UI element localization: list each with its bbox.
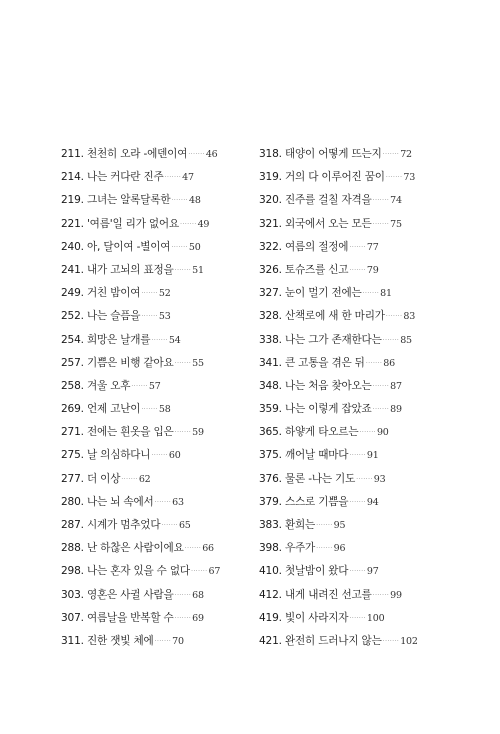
toc-entry (259, 632, 449, 655)
entry-number: 219. (61, 194, 84, 207)
toc-entry (61, 191, 251, 214)
entry-title: 완전히 드러나지 않는 (284, 634, 382, 647)
toc-entry (259, 493, 449, 516)
toc-column-left (61, 145, 251, 655)
entry-title: 나는 이렇게 잡았죠 (284, 403, 372, 416)
leader-dots: ······· (151, 451, 168, 460)
entry-page: 62 (138, 473, 151, 485)
entry-page: 79 (366, 264, 379, 276)
leader-dots: ······· (372, 590, 390, 599)
leader-dots: ······· (154, 636, 172, 645)
toc-entry (259, 238, 449, 261)
toc-entry (61, 539, 251, 562)
entry-title: 나는 처음 찾아오는 (284, 379, 372, 392)
entry-number: 275. (61, 449, 84, 462)
entry-number: 376. (259, 472, 282, 485)
entry-page: 91 (366, 450, 379, 462)
entry-title: 환희는 (284, 519, 316, 531)
leader-dots: ······· (382, 636, 400, 645)
entry-page: 47 (182, 172, 194, 184)
entry-page: 102 (400, 635, 418, 647)
entry-number: 421. (259, 634, 282, 647)
entry-page: 65 (178, 520, 191, 531)
entry-title: 아, 달이여 -별이여 (86, 240, 171, 253)
leader-dots: ······· (372, 405, 390, 414)
toc-entry (259, 261, 449, 284)
toc-entry (259, 284, 449, 307)
leader-dots: ······· (161, 521, 178, 529)
entry-number: 249. (61, 287, 84, 300)
entry-title: 눈이 멀기 전에는 (284, 287, 362, 300)
entry-number: 419. (259, 611, 282, 624)
toc-entry (61, 470, 251, 493)
entry-title: 희망은 날개를 (86, 333, 151, 346)
entry-number: 410. (259, 565, 282, 578)
entry-number: 412. (259, 588, 282, 601)
entry-title: 물론 -나는 기도 (284, 472, 356, 485)
entry-title: '여름'일 리가 없어요 (86, 217, 179, 230)
entry-page: 87 (390, 380, 402, 392)
entry-page: 69 (192, 612, 204, 624)
toc-entry (61, 400, 251, 423)
leader-dots: ······· (141, 289, 158, 298)
entry-title: 시계가 멈추었다 (86, 519, 161, 531)
entry-page: 75 (390, 218, 402, 230)
entry-number: 326. (259, 263, 282, 276)
entry-number: 359. (259, 403, 282, 416)
entry-page: 57 (148, 380, 161, 392)
entry-number: 383. (259, 519, 282, 531)
leader-dots: ······· (356, 474, 373, 483)
leader-dots: ······· (349, 497, 366, 506)
leader-dots: ······· (372, 219, 390, 228)
entry-title: 난 하찮은 사람이에요 (86, 542, 184, 555)
entry-page: 48 (188, 195, 201, 207)
entry-title: 진주를 걸칠 자격을 (284, 194, 372, 207)
toc-entry (61, 238, 251, 261)
entry-number: 320. (259, 194, 282, 207)
entry-title: 천천히 오라 -에덴이여 (86, 148, 188, 160)
toc-entry (259, 423, 449, 446)
entry-page: 96 (333, 543, 346, 555)
toc-entry (61, 331, 251, 354)
entry-number: 319. (259, 171, 282, 184)
entry-page: 49 (197, 218, 210, 230)
entry-title: 내가 고뇌의 표정을 (86, 263, 174, 276)
leader-dots: ······· (349, 265, 366, 274)
toc-entry (259, 516, 449, 539)
entry-number: 240. (61, 240, 84, 253)
toc-entry (61, 377, 251, 400)
toc-entry (259, 539, 449, 562)
entry-title: 나는 뇌 속에서 (86, 495, 154, 508)
leader-dots: ······· (131, 381, 148, 390)
entry-title: 거친 밤이여 (86, 287, 141, 300)
entry-number: 375. (259, 449, 282, 462)
toc-entry (61, 586, 251, 609)
entry-number: 348. (259, 379, 282, 392)
entry-number: 288. (61, 542, 84, 555)
entry-number: 214. (61, 171, 84, 184)
entry-title: 외국에서 오는 모든 (284, 217, 372, 230)
toc-entry (259, 307, 449, 330)
leader-dots: ······· (141, 405, 158, 414)
toc-entry (61, 215, 251, 238)
toc-entry (259, 331, 449, 354)
entry-page: 53 (158, 311, 171, 323)
entry-title: 우주가 (284, 542, 316, 555)
toc-entry (259, 145, 449, 168)
leader-dots: ······· (372, 196, 390, 205)
toc-entry (61, 609, 251, 632)
entry-number: 321. (259, 217, 282, 230)
entry-number: 254. (61, 333, 84, 346)
entry-title: 그녀는 알록달록한 (86, 194, 171, 207)
entry-page: 46 (205, 149, 218, 160)
toc-entry (259, 609, 449, 632)
entry-page: 81 (380, 288, 392, 300)
leader-dots: ······· (184, 544, 202, 553)
leader-dots: ······· (151, 335, 168, 344)
entry-page: 74 (390, 195, 402, 207)
entry-title: 거의 다 이루어진 꿈이 (284, 171, 385, 184)
leader-dots: ······· (372, 381, 390, 390)
leader-dots: ······· (174, 613, 192, 622)
entry-title: 깨어날 때마다 (284, 449, 349, 462)
entry-number: 398. (259, 542, 282, 555)
toc-entry (259, 191, 449, 214)
toc-entry (61, 284, 251, 307)
entry-page: 59 (192, 427, 204, 439)
entry-page: 100 (366, 612, 385, 624)
entry-title: 진한 잿빛 체에 (86, 634, 154, 647)
leader-dots: ······· (141, 312, 158, 321)
entry-page: 52 (158, 288, 171, 300)
entry-title: 여름날을 반복할 수 (86, 611, 174, 624)
entry-page: 99 (390, 589, 402, 601)
entry-number: 307. (61, 611, 84, 624)
leader-dots: ······· (385, 173, 403, 182)
entry-number: 241. (61, 263, 84, 276)
toc-entry (61, 423, 251, 446)
entry-page: 72 (400, 149, 412, 160)
entry-page: 73 (403, 172, 416, 184)
entry-title: 여름의 절정에 (284, 240, 349, 253)
entry-title: 겨울 오후 (86, 379, 131, 392)
entry-page: 58 (158, 404, 171, 416)
leader-dots: ······· (174, 428, 192, 437)
entry-number: 269. (61, 403, 84, 416)
leader-dots: ······· (164, 173, 182, 182)
entry-title: 날 의심하다니 (86, 449, 151, 462)
toc-entry (259, 377, 449, 400)
entry-page: 55 (192, 357, 204, 369)
entry-title: 하얗게 타오르는 (284, 426, 359, 439)
entry-number: 311. (61, 634, 84, 647)
entry-page: 54 (168, 334, 181, 346)
leader-dots: ······· (359, 428, 376, 437)
entry-number: 328. (259, 310, 282, 323)
entry-number: 303. (61, 588, 84, 601)
leader-dots: ······· (382, 150, 400, 158)
toc-entry (61, 354, 251, 377)
entry-number: 258. (61, 379, 84, 392)
toc-entry (61, 516, 251, 539)
entry-number: 365. (259, 426, 282, 439)
toc-entry (61, 446, 251, 469)
toc-entry (61, 307, 251, 330)
entry-title: 영혼은 사귈 사람을 (86, 588, 174, 601)
entry-number: 322. (259, 240, 282, 253)
entry-page: 89 (390, 404, 402, 416)
leader-dots: ······· (171, 242, 188, 251)
entry-title: 스스로 기쁨을 (284, 495, 349, 508)
toc-entry (259, 470, 449, 493)
entry-title: 큰 고통을 겪은 뒤 (284, 356, 365, 369)
entry-number: 252. (61, 310, 84, 323)
leader-dots: ······· (385, 312, 403, 321)
entry-page: 94 (366, 496, 379, 508)
entry-number: 298. (61, 565, 84, 578)
entry-page: 70 (172, 635, 184, 647)
entry-number: 271. (61, 426, 84, 439)
leader-dots: ······· (349, 242, 366, 251)
leader-dots: ······· (349, 567, 366, 576)
toc-entry (61, 632, 251, 655)
entry-title: 나는 혼자 있을 수 없다 (86, 565, 190, 578)
entry-number: 338. (259, 333, 282, 346)
toc-entry (259, 400, 449, 423)
leader-dots: ······· (349, 451, 366, 460)
entry-title: 토슈즈를 신고 (284, 263, 349, 276)
leader-dots: ······· (174, 265, 192, 274)
entry-title: 첫날밤이 왔다 (284, 565, 349, 578)
entry-page: 90 (376, 427, 389, 439)
entry-page: 67 (208, 566, 221, 578)
leader-dots: ······· (121, 474, 138, 483)
leader-dots: ······· (349, 613, 366, 622)
entry-page: 86 (383, 357, 395, 369)
leader-dots: ······· (316, 544, 333, 553)
entry-number: 327. (259, 287, 282, 300)
entry-title: 더 이상 (86, 472, 121, 485)
leader-dots: ······· (316, 521, 333, 529)
entry-number: 287. (61, 519, 84, 531)
toc-entry (259, 562, 449, 585)
leader-dots: ······· (171, 196, 188, 205)
entry-page: 95 (333, 520, 346, 531)
leader-dots: ······· (382, 335, 400, 344)
leader-dots: ······· (190, 567, 208, 576)
entry-title: 산책로에 새 한 마리가 (284, 310, 385, 323)
toc-entry (61, 493, 251, 516)
leader-dots: ······· (174, 590, 192, 599)
entry-page: 93 (373, 473, 386, 485)
entry-title: 전에는 흰옷을 입은 (86, 426, 174, 439)
toc-entry (259, 586, 449, 609)
entry-page: 68 (192, 589, 204, 601)
entry-title: 태양이 어떻게 뜨는지 (284, 148, 382, 160)
entry-title: 기쁨은 비행 같아요 (86, 356, 174, 369)
entry-number: 257. (61, 356, 84, 369)
toc-entry (61, 145, 251, 168)
leader-dots: ······· (174, 358, 192, 367)
entry-title: 빛이 사라지자 (284, 611, 349, 624)
toc-entry (259, 354, 449, 377)
entry-number: 318. (259, 148, 282, 160)
entry-number: 280. (61, 495, 84, 508)
entry-page: 51 (192, 264, 204, 276)
leader-dots: ······· (180, 219, 197, 228)
entry-page: 85 (400, 334, 412, 346)
entry-page: 83 (403, 311, 416, 323)
entry-page: 77 (366, 241, 379, 253)
entry-page: 50 (188, 241, 201, 253)
toc-entry (61, 562, 251, 585)
entry-page: 97 (366, 566, 379, 578)
entry-title: 언제 고난이 (86, 403, 141, 416)
entry-number: 341. (259, 356, 282, 369)
toc-entry (259, 215, 449, 238)
toc-entry (259, 446, 449, 469)
entry-number: 221. (61, 217, 84, 230)
entry-title: 내게 내려진 선고를 (284, 588, 372, 601)
entry-number: 277. (61, 472, 84, 485)
entry-page: 66 (202, 543, 214, 555)
toc-column-right (259, 145, 449, 655)
entry-title: 나는 슬픔을 (86, 310, 141, 323)
toc-entry (61, 168, 251, 191)
leader-dots: ······· (154, 497, 172, 506)
leader-dots: ······· (365, 358, 383, 367)
entry-number: 379. (259, 495, 282, 508)
entry-title: 나는 커다란 진주 (86, 171, 164, 184)
leader-dots: ······· (188, 150, 205, 158)
entry-number: 211. (61, 148, 84, 160)
toc-entry (259, 168, 449, 191)
toc-entry (61, 261, 251, 284)
leader-dots: ······· (362, 289, 380, 298)
entry-page: 60 (168, 450, 181, 462)
entry-page: 63 (172, 496, 184, 508)
entry-title: 나는 그가 존재한다는 (284, 333, 382, 346)
